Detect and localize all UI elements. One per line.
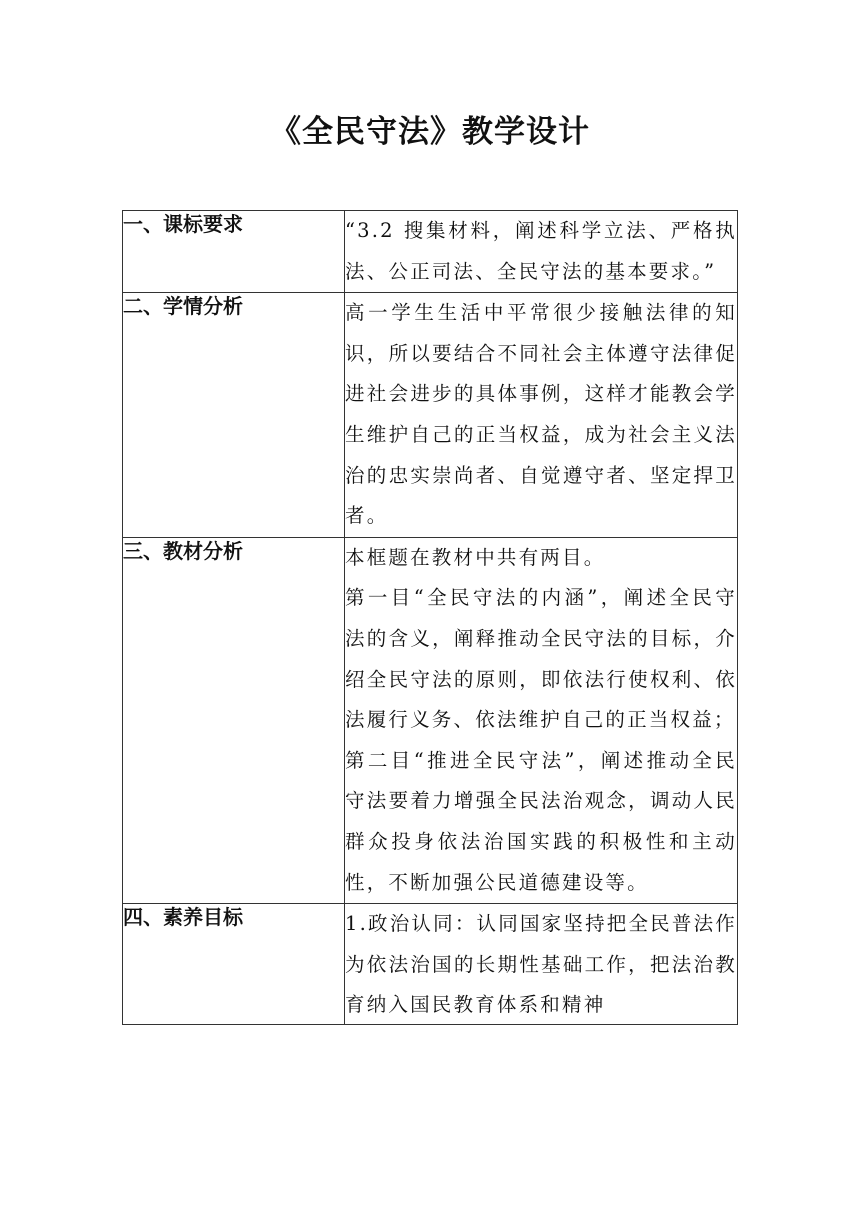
row-content bbox=[345, 904, 738, 1025]
row-content bbox=[345, 537, 738, 903]
document-title: 《全民守法》教学设计 bbox=[270, 114, 590, 150]
paragraph: “3.2 搜集材料，阐述科学立法、严格执法、公正司法、全民守法的基本要求。” bbox=[345, 219, 737, 283]
paragraph: 本框题在教材中共有两目。 bbox=[345, 545, 606, 569]
row-content bbox=[345, 211, 738, 293]
cut-off-content bbox=[345, 904, 737, 1024]
row-content bbox=[345, 293, 738, 538]
table-row bbox=[123, 293, 738, 538]
table-row bbox=[123, 537, 738, 903]
table-row bbox=[123, 211, 738, 293]
paragraph: 第一目“全民守法的内涵”，阐述全民守法的含义，阐释推动全民守法的目标，介绍全民守法的原则，即依法行使权利、依法履行义务、依法维护自己的正当权益； bbox=[345, 586, 737, 732]
table-row bbox=[123, 904, 738, 1025]
paragraph: 第二目“推进全民守法”，阐述推动全民守法要着力增强全民法治观念，调动人民群众投身依法治国实践的积极性和主动性，不断加强公民道德建设等。 bbox=[345, 748, 737, 894]
row-heading: 四、素养目标 bbox=[123, 904, 345, 1025]
teaching-design-table bbox=[122, 210, 738, 1025]
paragraph: 1.政治认同：认同国家坚持把全民普法作为依法治国的长期性基础工作，把法治教育纳入国民教育体系和精神 bbox=[345, 912, 737, 1017]
row-heading: 一、课标要求 bbox=[123, 211, 345, 293]
row-heading: 三、教材分析 bbox=[123, 537, 345, 903]
row-heading: 二、学情分析 bbox=[123, 293, 345, 538]
paragraph: 高一学生生活中平常很少接触法律的知识，所以要结合不同社会主体遵守法律促进社会进步的具体事例，这样才能教会学生维护自己的正当权益，成为社会主义法治的忠实崇尚者、自觉遵守者、坚定捍卫者。 bbox=[345, 301, 737, 528]
